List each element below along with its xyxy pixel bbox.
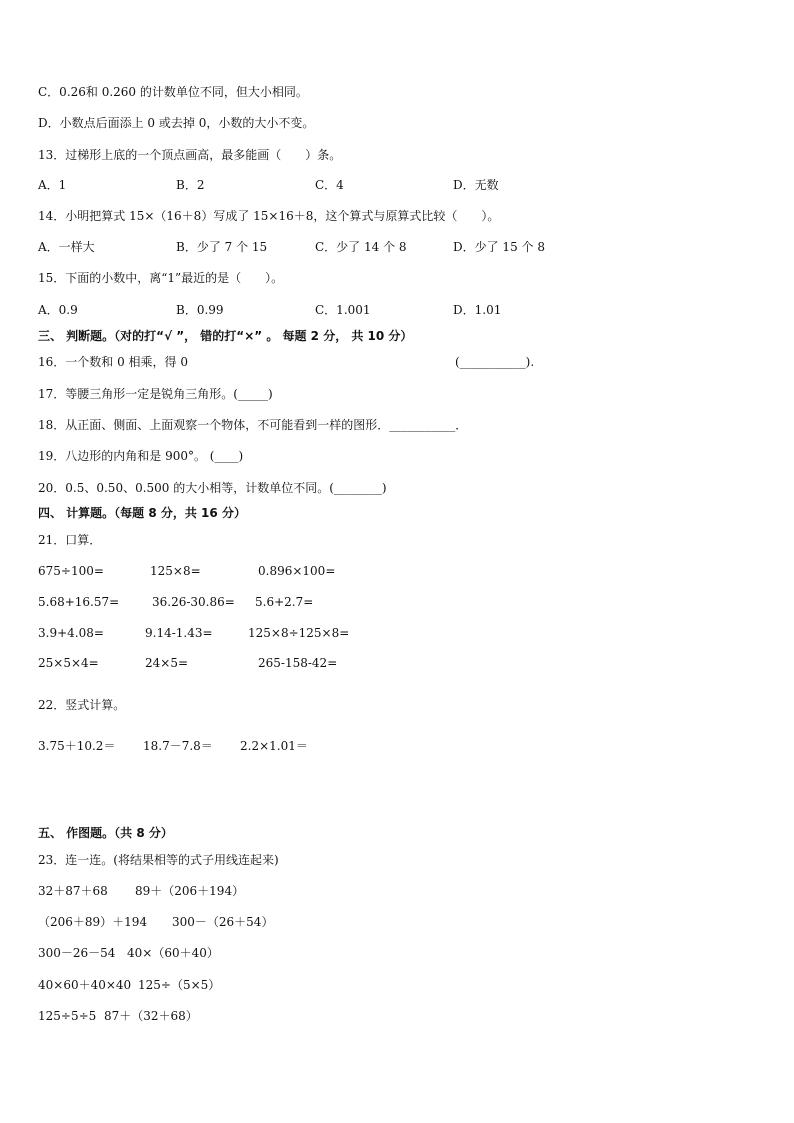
- q21-item: 5.68+16.57=: [38, 595, 120, 609]
- q14-option-c[interactable]: C．少了 14 个 8: [315, 240, 407, 254]
- q21-item: 125×8÷125×8=: [248, 626, 350, 640]
- q21-item: 3.9+4.08=: [38, 626, 104, 640]
- section-4-heading: 四、 计算题。（每题 8 分，共 16 分）: [38, 506, 246, 520]
- q21-item: 675÷100=: [38, 564, 104, 578]
- question-23: 23．连一连。(将结果相等的式子用线连起来): [38, 853, 279, 867]
- q15-option-c[interactable]: C．1.001: [315, 303, 371, 317]
- q21-item: 125×8=: [150, 564, 201, 578]
- q21-item: 9.14-1.43=: [145, 626, 213, 640]
- q23-right-expr[interactable]: 40×（60＋40）: [127, 946, 219, 960]
- q14-option-d[interactable]: D．少了 15 个 8: [453, 240, 545, 254]
- q23-right-expr[interactable]: 300－（26＋54）: [172, 915, 274, 929]
- q23-right-expr[interactable]: 125÷（5×5）: [138, 978, 221, 992]
- q13-option-c[interactable]: C．4: [315, 178, 344, 192]
- q23-left-expr[interactable]: 300－26－54: [38, 946, 116, 960]
- q13-option-b[interactable]: B．2: [176, 178, 205, 192]
- question-21: 21．口算．: [38, 533, 102, 547]
- q23-left-expr[interactable]: （206＋89）＋194: [38, 915, 148, 929]
- q16-answer-blank[interactable]: (___________).: [455, 355, 535, 369]
- q23-left-expr[interactable]: 32＋87＋68: [38, 884, 108, 898]
- q13-option-a[interactable]: A．1: [38, 178, 67, 192]
- question-20[interactable]: 20．0.5、0.50、0.500 的大小相等，计数单位不同。(________): [38, 481, 387, 495]
- question-18[interactable]: 18．从正面、侧面、上面观察一个物体，不可能看到一样的图形．___________．: [38, 418, 468, 432]
- q23-right-expr[interactable]: 89＋（206＋194）: [135, 884, 245, 898]
- section-5-heading: 五、 作图题。（共 8 分）: [38, 826, 173, 840]
- question-14: 14．小明把算式 15×（16＋8）写成了 15×16＋8，这个算式与原算式比较（ ）。: [38, 209, 500, 223]
- q14-option-a[interactable]: A．一样大: [38, 240, 95, 254]
- q15-option-b[interactable]: B．0.99: [176, 303, 224, 317]
- question-15: 15．下面的小数中，离“1”最近的是（ ）。: [38, 271, 284, 285]
- q23-right-expr[interactable]: 87＋（32＋68）: [104, 1009, 198, 1023]
- question-19[interactable]: 19．八边形的内角和是 900°。 (____): [38, 449, 244, 463]
- option-d-line: D．小数点后面添上 0 或去掉 0，小数的大小不变。: [38, 116, 315, 130]
- question-22: 22．竖式计算。: [38, 698, 126, 712]
- question-17[interactable]: 17．等腰三角形一定是锐角三角形。(_____): [38, 387, 273, 401]
- section-3-heading: 三、 判断题。（对的打“√ ”， 错的打“×” 。 每题 2 分， 共 10 分）: [38, 329, 413, 343]
- q15-option-d[interactable]: D．1.01: [453, 303, 502, 317]
- q21-item: 24×5=: [145, 656, 189, 670]
- q23-left-expr[interactable]: 125÷5÷5: [38, 1009, 97, 1023]
- question-16: 16．一个数和 0 相乘，得 0: [38, 355, 188, 369]
- q21-item: 36.26-30.86=: [152, 595, 235, 609]
- q21-item: 5.6+2.7=: [255, 595, 314, 609]
- question-13: 13．过梯形上底的一个顶点画高，最多能画（ ）条。: [38, 148, 342, 162]
- q21-item: 265-158-42=: [258, 656, 338, 670]
- q13-option-d[interactable]: D．无数: [453, 178, 499, 192]
- q22-item: 2.2×1.01＝: [240, 739, 308, 753]
- q22-item: 3.75＋10.2＝: [38, 739, 116, 753]
- q21-item: 25×5×4=: [38, 656, 99, 670]
- option-c-line: C．0.26和 0.260 的计数单位不同，但大小相同。: [38, 85, 308, 99]
- q15-option-a[interactable]: A．0.9: [38, 303, 78, 317]
- q14-option-b[interactable]: B．少了 7 个 15: [176, 240, 268, 254]
- q23-left-expr[interactable]: 40×60＋40×40: [38, 978, 132, 992]
- q21-item: 0.896×100=: [258, 564, 336, 578]
- q22-item: 18.7－7.8＝: [143, 739, 213, 753]
